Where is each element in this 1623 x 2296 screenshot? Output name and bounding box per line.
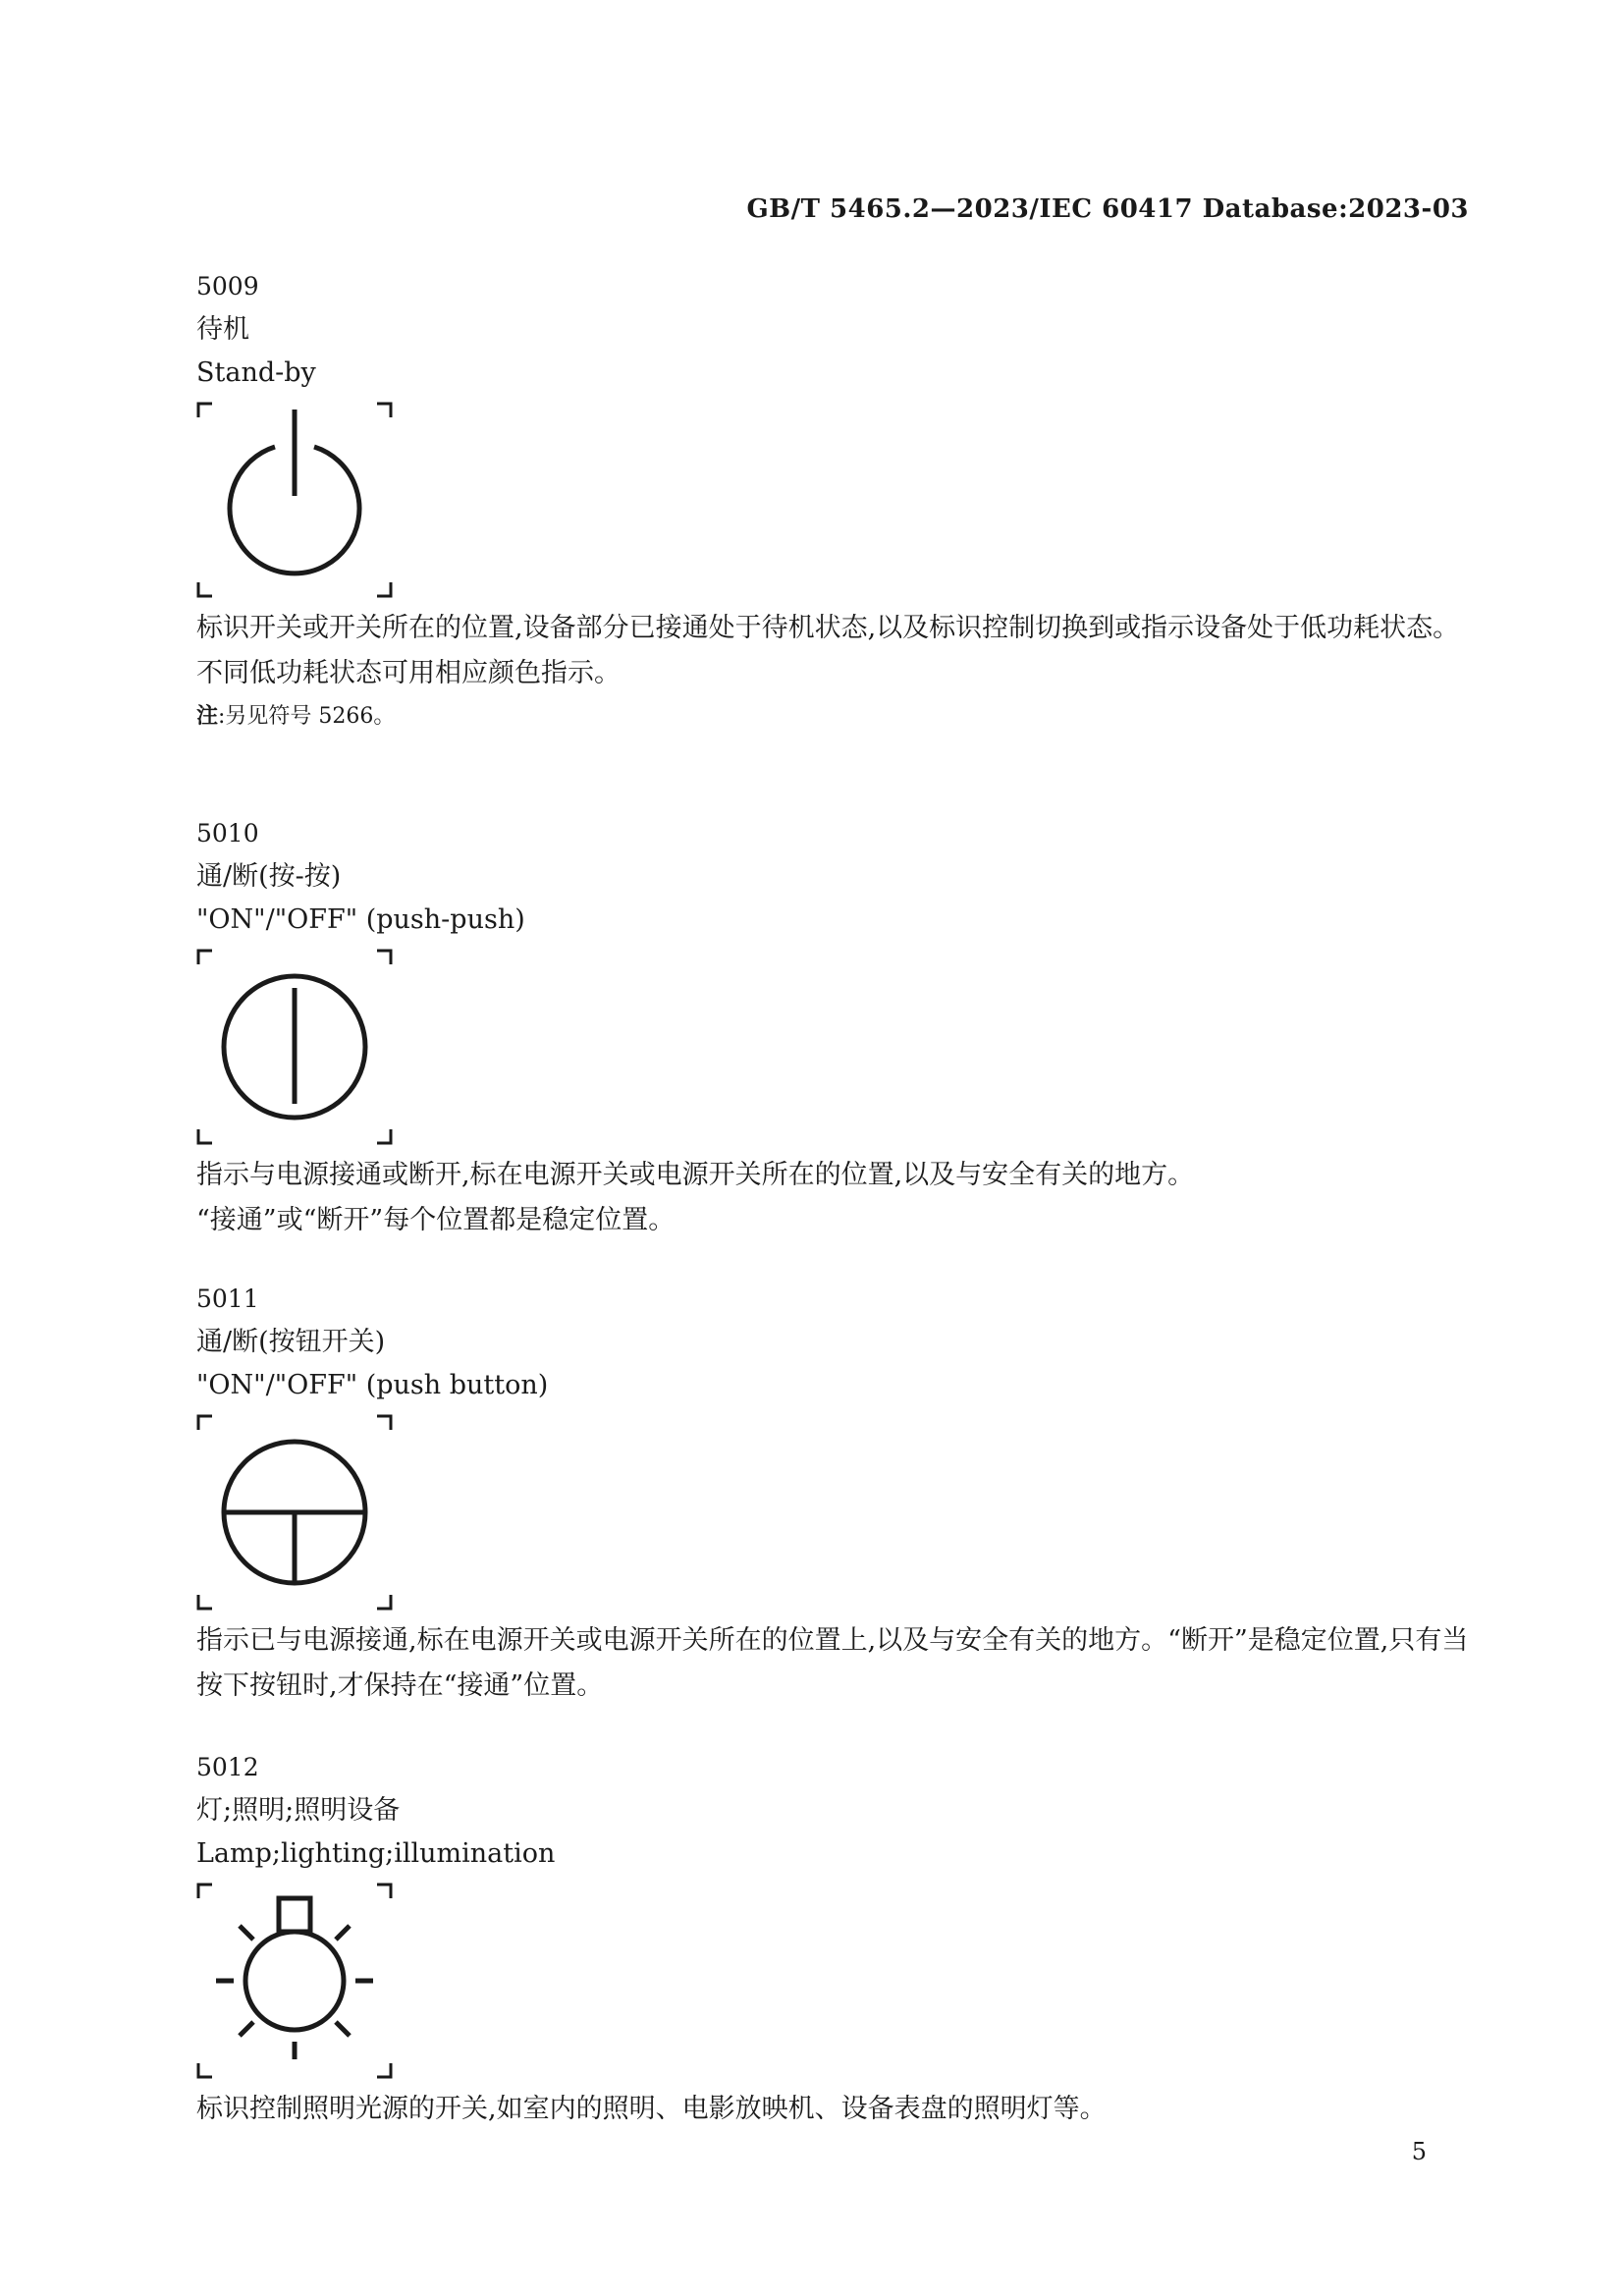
on-off-push-push-icon — [196, 949, 393, 1145]
symbol-title-en: Stand-by — [196, 357, 316, 388]
on-off-push-button-icon — [196, 1414, 393, 1611]
symbol-description: 指示与电源接通或断开,标在电源开关或电源开关所在的位置,以及与安全有关的地方。 — [196, 1160, 1195, 1190]
symbol-description: 标识控制照明光源的开关,如室内的照明、电影放映机、设备表盘的照明灯等。 — [196, 2094, 1107, 2124]
symbol-title-cn: 通/断(按-按) — [196, 861, 342, 892]
symbol-title-cn: 待机 — [196, 314, 249, 345]
page-number: 5 — [1411, 2138, 1427, 2165]
symbol-code: 5012 — [196, 1753, 259, 1781]
symbol-code: 5010 — [196, 819, 259, 847]
symbol-description: 不同低功耗状态可用相应颜色指示。 — [196, 658, 621, 688]
symbol-description: 指示已与电源接通,标在电源开关或电源开关所在的位置上,以及与安全有关的地方。“断开”是稳定位置,只有当按下按钮时,才保持在“接通”位置。 — [196, 1625, 1469, 1701]
standby-power-icon — [196, 402, 393, 598]
symbol-entry-5010 — [196, 819, 1473, 1243]
symbol-entry-5009 — [196, 272, 1473, 737]
symbol-title-en: "ON"/"OFF" (push button) — [196, 1370, 549, 1400]
symbol-code: 5011 — [196, 1285, 259, 1313]
symbol-entry-5012 — [196, 1753, 1473, 2132]
symbol-code: 5009 — [196, 272, 259, 301]
symbol-title-cn: 通/断(按钮开关) — [196, 1327, 386, 1357]
symbol-title-cn: 灯;照明;照明设备 — [196, 1795, 401, 1826]
symbol-entry-5011 — [196, 1285, 1473, 1709]
document-header: GB/T 5465.2—2023/IEC 60417 Database:2023-03 — [746, 194, 1469, 224]
symbol-description: “接通”或“断开”每个位置都是稳定位置。 — [196, 1205, 676, 1235]
note-text: :另见符号 5266。 — [218, 704, 396, 729]
note-label: 注 — [196, 703, 219, 729]
symbol-title-en: "ON"/"OFF" (push-push) — [196, 904, 525, 935]
lamp-icon — [196, 1883, 393, 2079]
symbol-description: 标识开关或开关所在的位置,设备部分已接通处于待机状态,以及标识控制切换到或指示设备处于低功耗状态。 — [196, 613, 1460, 643]
symbol-note — [196, 696, 1473, 737]
symbol-title-en: Lamp;lighting;illumination — [196, 1838, 556, 1869]
